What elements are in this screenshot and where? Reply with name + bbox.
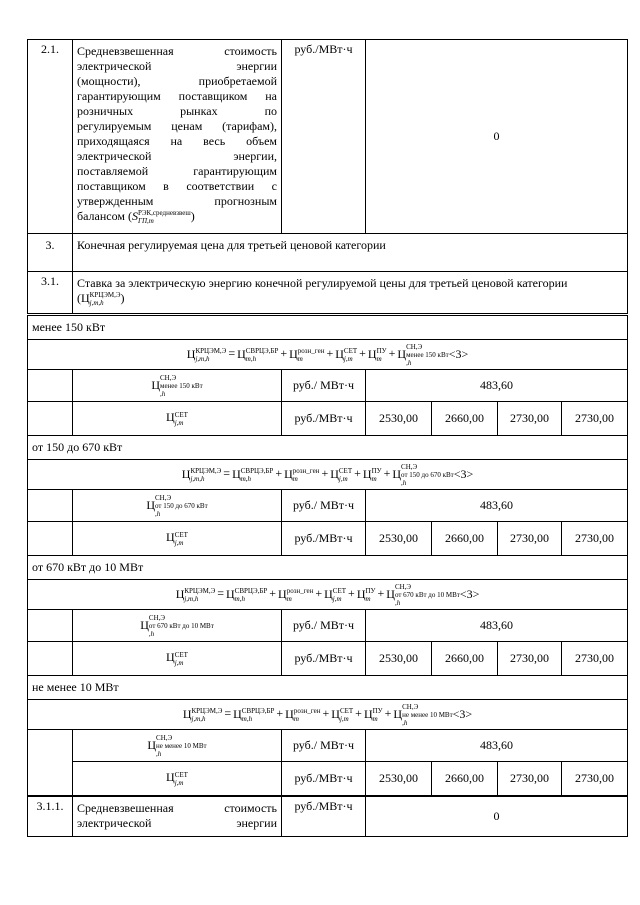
- set-value-cell: 2730,00: [498, 402, 562, 436]
- sn-value: 483,60: [366, 610, 628, 642]
- sn-label: Ц СН,Э не менее 10 МВт ,h: [73, 730, 282, 762]
- set-value-cell: 2730,00: [498, 522, 562, 556]
- sn-row: [28, 370, 628, 402]
- row-2-1: [28, 40, 628, 234]
- row-3-1-1: [28, 797, 628, 837]
- set-label: Ц СЕТ j,m: [73, 642, 282, 676]
- sn-label: Ц СН,Э от 670 кВт до 10 МВт ,h: [73, 610, 282, 642]
- empty-number-cell: [28, 642, 73, 676]
- set-value-cell: 2530,00: [366, 762, 432, 796]
- set-label: Ц СЕТ j,m: [73, 762, 282, 796]
- sn-row: [28, 610, 628, 642]
- set-value-cell: 2730,00: [562, 522, 628, 556]
- row-description: Средневзвешенная стоимость электрической энергии (мощности), приобретаемой гарантирующим поставщиком на розничных рынках по регулируемым ценам (тарифам), приходящаяся на весь объем электрической энергии, поставляемой гарантирующим поставщиком в соответствии с утвержденным прогнозным балансом (S РЭК,средневзвеш ГП,m ): [73, 40, 282, 234]
- set-label: Ц СЕТ j,m: [73, 402, 282, 436]
- unit-cell: руб./МВт·ч: [282, 762, 366, 796]
- sn-row: [28, 730, 628, 762]
- set-value-cell: 2530,00: [366, 642, 432, 676]
- group-title: от 670 кВт до 10 МВт: [28, 556, 628, 580]
- row-number: 2.1.: [28, 40, 73, 234]
- empty-number-cell: [28, 730, 73, 762]
- empty-number-cell: [28, 522, 73, 556]
- unit-cell: руб./МВт·ч: [282, 797, 366, 837]
- empty-number-cell: [28, 402, 73, 436]
- tariff-groups-table: [27, 315, 628, 796]
- unit-cell: руб./МВт·ч: [282, 402, 366, 436]
- sn-value: 483,60: [366, 370, 628, 402]
- set-value-cell: 2660,00: [432, 762, 498, 796]
- group-title-row: [28, 676, 628, 700]
- group-title: менее 150 кВт: [28, 316, 628, 340]
- empty-number-cell: [28, 610, 73, 642]
- formula-row: [28, 700, 628, 730]
- formula-row: [28, 460, 628, 490]
- set-value-cell: 2660,00: [432, 402, 498, 436]
- empty-number-cell: [28, 490, 73, 522]
- set-row: [28, 522, 628, 556]
- row-number: 3.: [28, 234, 73, 272]
- row-number: 3.1.: [28, 272, 73, 314]
- row-heading: Конечная регулируемая цена для третьей ценовой категории: [73, 234, 628, 272]
- unit-cell: руб./ МВт·ч: [282, 490, 366, 522]
- unit-cell: руб./ МВт·ч: [282, 730, 366, 762]
- set-row: [28, 642, 628, 676]
- set-row: [28, 402, 628, 436]
- value-cell: 0: [366, 797, 628, 837]
- price-formula: Ц КРЦЭМ,Э j,m,h = Ц СВРЦЭ,БР m,h + Ц розн_ген m + Ц СЕТ j,m + Ц ПУ m + Ц СН,Э не менее 10 МВт ,h <3>: [28, 700, 628, 730]
- tariff-table: [27, 39, 628, 314]
- group-title-row: [28, 556, 628, 580]
- row-3-1-1-table: [27, 796, 628, 837]
- group-title-row: [28, 436, 628, 460]
- row-description: Средневзвешенная стоимость электрической энергии: [73, 797, 282, 837]
- unit-cell: руб./ МВт·ч: [282, 610, 366, 642]
- set-value-cell: 2730,00: [498, 642, 562, 676]
- set-value-cell: 2530,00: [366, 402, 432, 436]
- price-formula: Ц КРЦЭМ,Э j,m,h = Ц СВРЦЭ,БР m,h + Ц розн_ген m + Ц СЕТ j,m + Ц ПУ m + Ц СН,Э от 150 до 670 кВт ,h <3>: [28, 460, 628, 490]
- price-formula: Ц КРЦЭМ,Э j,m,h = Ц СВРЦЭ,БР m,h + Ц розн_ген m + Ц СЕТ j,m + Ц ПУ m + Ц СН,Э от 670 кВт до 10 МВт ,h <3>: [28, 580, 628, 610]
- group-title-row: [28, 316, 628, 340]
- empty-number-cell: [28, 762, 73, 796]
- group-title: не менее 10 МВт: [28, 676, 628, 700]
- set-value-cell: 2730,00: [562, 642, 628, 676]
- price-formula: Ц КРЦЭМ,Э j,m,h = Ц СВРЦЭ,БР m,h + Ц розн_ген m + Ц СЕТ j,m + Ц ПУ m + Ц СН,Э менее 150 кВт ,h <3>: [28, 340, 628, 370]
- sn-value: 483,60: [366, 490, 628, 522]
- row-3-1: [28, 272, 628, 314]
- formula-row: [28, 580, 628, 610]
- group-title: от 150 до 670 кВт: [28, 436, 628, 460]
- set-label: Ц СЕТ j,m: [73, 522, 282, 556]
- set-value-cell: 2730,00: [498, 762, 562, 796]
- set-value-cell: 2660,00: [432, 522, 498, 556]
- row-heading: Ставка за электрическую энергию конечной регулируемой цены для третьей ценовой категории (Ц КРЦЭМ,Э j,m,h ): [73, 272, 628, 314]
- formula-row: [28, 340, 628, 370]
- sn-row: [28, 490, 628, 522]
- set-value-cell: 2530,00: [366, 522, 432, 556]
- row-3: [28, 234, 628, 272]
- set-value-cell: 2730,00: [562, 402, 628, 436]
- empty-number-cell: [28, 370, 73, 402]
- set-row: [28, 762, 628, 796]
- unit-cell: руб./ МВт·ч: [282, 370, 366, 402]
- set-value-cell: 2730,00: [562, 762, 628, 796]
- unit-cell: руб./МВт·ч: [282, 642, 366, 676]
- row-number: 3.1.1.: [28, 797, 73, 837]
- unit-cell: руб./МВт·ч: [282, 40, 366, 234]
- sn-label: Ц СН,Э менее 150 кВт ,h: [73, 370, 282, 402]
- unit-cell: руб./МВт·ч: [282, 522, 366, 556]
- set-value-cell: 2660,00: [432, 642, 498, 676]
- sn-label: Ц СН,Э от 150 до 670 кВт ,h: [73, 490, 282, 522]
- sn-value: 483,60: [366, 730, 628, 762]
- value-cell: 0: [366, 40, 628, 234]
